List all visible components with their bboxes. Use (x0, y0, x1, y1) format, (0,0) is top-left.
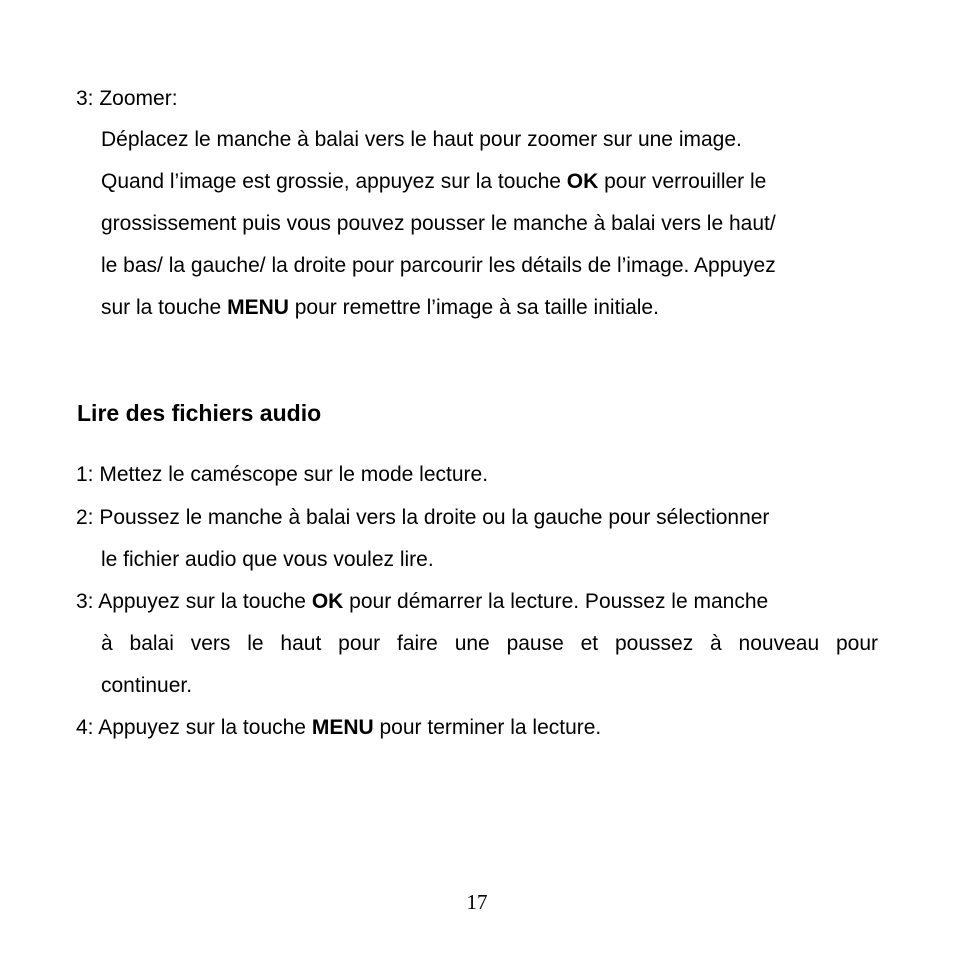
audio-step-3-line-2: à balai vers le haut pour faire une pause et poussez à nouveau pour (101, 632, 878, 655)
zoom-line2-pre: Quand l’image est grossie, appuyez sur la touche (101, 170, 567, 193)
zoom-paragraph-line-5 (101, 296, 659, 320)
step3-pre: 3: Appuyez sur la touche (76, 590, 312, 613)
audio-step-3-line-1 (76, 590, 768, 614)
audio-step-2-line-2: le fichier audio que vous voulez lire. (101, 548, 434, 571)
menu-key-label: MENU (227, 296, 289, 319)
audio-step-4 (76, 716, 601, 740)
zoom-line5-post: pour remettre l’image à sa taille initiale. (288, 296, 659, 319)
zoom-line5-pre: sur la touche (101, 296, 228, 319)
zoom-paragraph-line-2 (101, 170, 766, 194)
menu-key-label: MENU (311, 716, 374, 739)
page-number: 17 (466, 890, 488, 914)
zoom-step-label: 3: Zoomer: (76, 87, 178, 110)
section-heading-audio: Lire des fichiers audio (77, 400, 322, 426)
zoom-line2-post: pour verrouiller le (598, 170, 767, 193)
audio-step-3-line-3: continuer. (101, 674, 193, 697)
zoom-paragraph-line-3: grossissement puis vous pouvez pousser le manche à balai vers le haut/ (101, 212, 776, 235)
zoom-paragraph-line-1: Déplacez le manche à balai vers le haut pour zoomer sur une image. (101, 128, 742, 151)
step3-post: pour démarrer la lecture. Poussez le manche (343, 590, 769, 613)
step4-post: pour terminer la lecture. (373, 716, 602, 739)
zoom-paragraph-line-4: le bas/ la gauche/ la droite pour parcourir les détails de l’image. Appuyez (101, 254, 776, 277)
audio-step-2-line-1: 2: Poussez le manche à balai vers la droite ou la gauche pour sélectionner (76, 506, 770, 529)
audio-step-1: 1: Mettez le caméscope sur le mode lecture. (76, 463, 489, 486)
ok-key-label: OK (311, 590, 344, 613)
step4-pre: 4: Appuyez sur la touche (76, 716, 312, 739)
ok-key-label: OK (566, 170, 599, 193)
